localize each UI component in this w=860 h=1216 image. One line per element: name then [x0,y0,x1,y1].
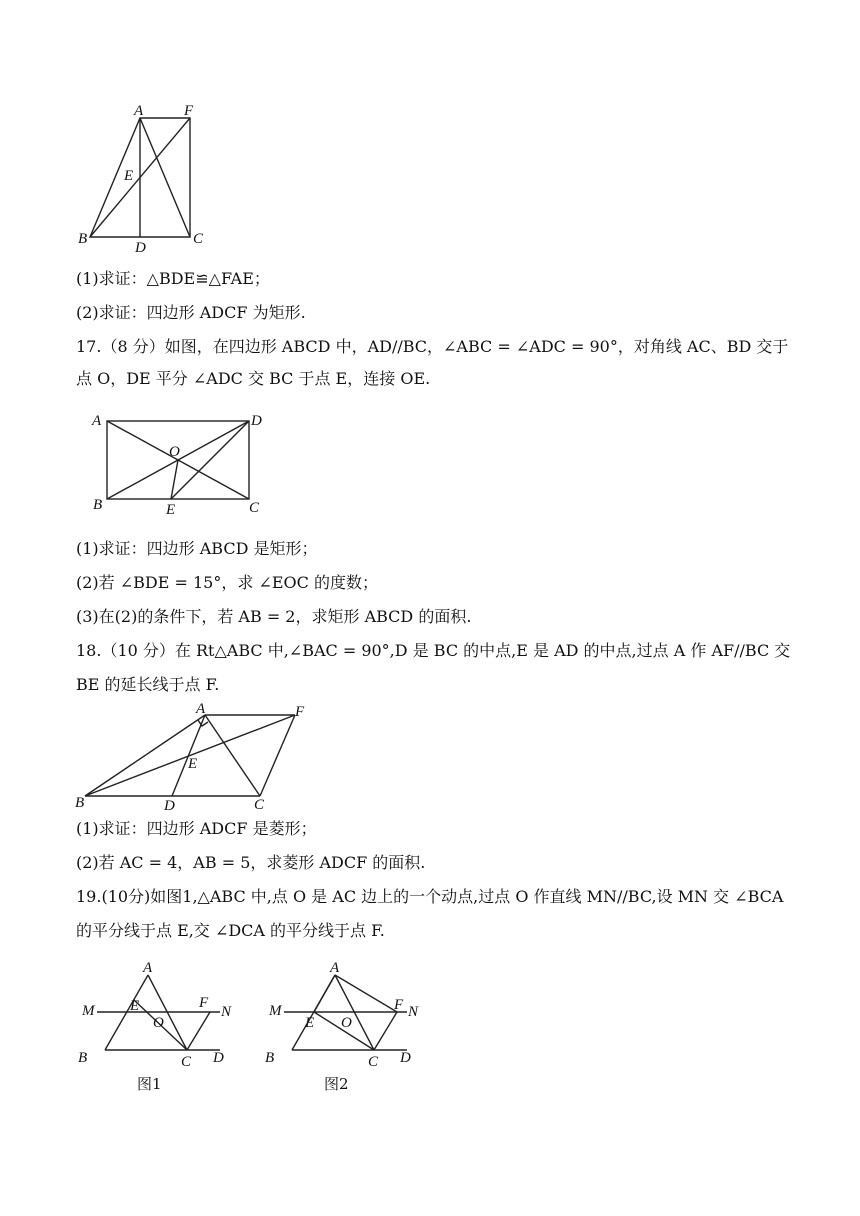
segment-cf [374,1012,397,1050]
q17-stem-line2: 点 O，DE 平分 ∠ADC 交 BC 于点 E，连接 OE. [76,369,431,388]
figure-q19-1 [75,955,250,1100]
segment-ac [205,715,260,796]
q16-part1: (1)求证：△BDE≌△FAE； [76,269,270,288]
label-b: B [93,497,103,513]
q19-stem-line1: 19.(10分)如图1,△ABC 中,点 O 是 AC 边上的一个动点,过点 O 作直线 MN//BC,设 MN 交 ∠BCA [76,887,784,906]
caption-fig1: 图1 [137,1075,162,1093]
label-e: E [188,756,198,772]
label-o: O [153,1015,164,1031]
label-c: C [181,1054,192,1070]
label-e: E [124,168,134,184]
label-c: C [254,797,265,813]
label-c: C [249,500,260,516]
segment-ba [85,715,205,796]
label-f: F [394,997,404,1013]
label-n: N [408,1004,419,1020]
label-a: A [330,960,340,976]
label-c: C [193,231,204,247]
figure-q18 [70,700,330,815]
q19-stem-line2: 的平分线于点 E,交 ∠DCA 的平分线于点 F. [76,921,385,940]
label-o: O [169,444,180,460]
label-f: F [184,103,194,119]
segment-ae [314,975,335,1012]
segment-cf [187,1012,210,1050]
segment-ac [140,118,190,237]
label-e: E [130,998,140,1014]
label-a: A [143,960,153,976]
q17-part3: (3)在(2)的条件下，若 AB = 2，求矩形 ABCD 的面积. [76,607,472,626]
q17-part2: (2)若 ∠BDE = 15°，求 ∠EOC 的度数； [76,573,378,592]
caption-fig2: 图2 [324,1075,349,1093]
label-d: D [251,413,262,429]
label-f: F [295,704,305,720]
label-m: M [82,1003,95,1019]
label-b: B [75,795,85,811]
q17-part1: (1)求证：四边形 ABCD 是矩形； [76,539,318,558]
label-c: C [368,1054,379,1070]
label-f: F [199,995,209,1011]
figure-q17 [85,405,275,520]
label-d: D [135,240,146,256]
label-n: N [221,1004,232,1020]
label-b: B [265,1050,275,1066]
label-m: M [269,1003,282,1019]
label-d: D [400,1050,411,1066]
label-d: D [213,1050,224,1066]
segment-de [171,421,249,499]
label-a: A [134,103,144,119]
figure-q16 [70,100,230,260]
q18-stem-line2: BE 的延长线于点 F. [76,675,220,694]
label-b: B [78,231,88,247]
q18-part2: (2)若 AC = 4，AB = 5，求菱形 ADCF 的面积. [76,853,426,872]
label-o: O [341,1015,352,1031]
q18-part1: (1)求证：四边形 ADCF 是菱形； [76,819,317,838]
label-b: B [78,1050,88,1066]
figure-q19-2 [262,955,437,1100]
label-e: E [305,1015,315,1031]
q17-stem-line1: 17.（8 分）如图，在四边形 ABCD 中，AD//BC，∠ABC = ∠ADC = 90°，对角线 AC、BD 交于 [76,337,789,356]
label-d: D [164,798,175,814]
label-a: A [92,413,102,429]
q18-stem-line1: 18.（10 分）在 Rt△ABC 中,∠BAC = 90°,D 是 BC 的中点,E 是 AD 的中点,过点 A 作 AF//BC 交 [76,641,791,660]
label-e: E [166,502,176,518]
label-a: A [196,701,206,717]
q16-part2: (2)求证：四边形 ADCF 为矩形. [76,303,306,322]
